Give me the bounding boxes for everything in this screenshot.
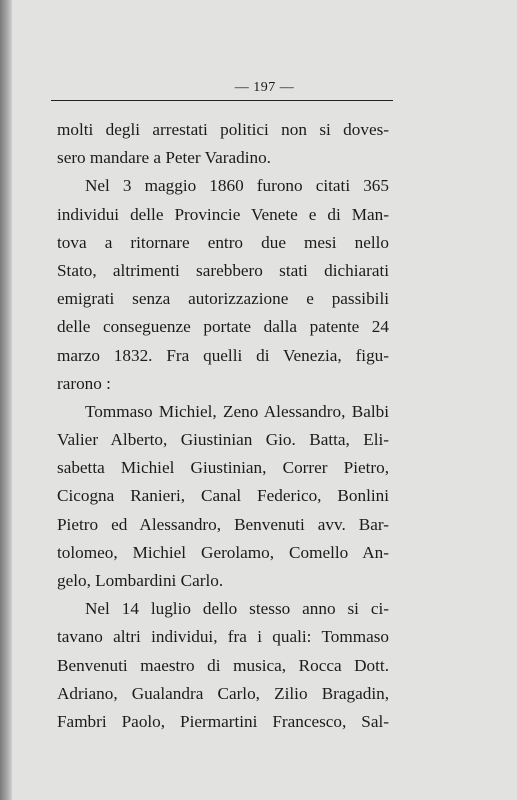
text-line: tova a ritornare entro due mesi nello xyxy=(57,232,389,252)
text-line: Cicogna Ranieri, Canal Federico, Bonlini xyxy=(57,486,389,506)
text-line: Pietro ed Alessandro, Benvenuti avv. Bar- xyxy=(57,514,389,534)
text-line: marzo 1832. Fra quelli di Venezia, figu- xyxy=(57,345,389,365)
text-line: Nel 14 luglio dello stesso anno si ci- xyxy=(85,599,389,619)
text-line: molti degli arrestati politici non si doves- xyxy=(57,120,389,139)
text-line: delle conseguenze portate dalla patente 24 xyxy=(57,317,389,337)
text-line: Benvenuti maestro di musica, Rocca Dott. xyxy=(57,655,389,675)
book-page xyxy=(12,0,517,800)
text-line: individui delle Provincie Venete e di Man- xyxy=(57,204,389,224)
text-line: emigrati senza autorizzazione e passibili xyxy=(57,289,389,309)
text-line: Valier Alberto, Giustinian Gio. Batta, Eli- xyxy=(57,430,389,450)
text-line: Adriano, Gualandra Carlo, Zilio Bragadin, xyxy=(57,683,389,703)
text-line: tolomeo, Michiel Gerolamo, Comello An- xyxy=(57,542,389,562)
body-text xyxy=(57,116,389,736)
text-line: sabetta Michiel Giustinian, Correr Pietro, xyxy=(57,458,389,478)
text-line: sero mandare a Peter Varadino. xyxy=(57,148,271,168)
text-line: Nel 3 maggio 1860 furono citati 365 xyxy=(85,176,389,196)
text-line: gelo, Lombardini Carlo. xyxy=(57,571,224,590)
text-line: Fambri Paolo, Piermartini Francesco, Sal- xyxy=(57,711,389,731)
text-line: tavano altri individui, fra i quali: Tommaso xyxy=(57,627,389,647)
book-gutter xyxy=(0,0,12,800)
header-rule xyxy=(51,100,393,101)
text-line: Stato, altrimenti sarebbero stati dichiarati xyxy=(57,260,389,280)
text-line: Tommaso Michiel, Zeno Alessandro, Balbi xyxy=(85,401,389,421)
page-number: — 197 — xyxy=(234,80,295,95)
text-line: rarono : xyxy=(57,373,111,393)
